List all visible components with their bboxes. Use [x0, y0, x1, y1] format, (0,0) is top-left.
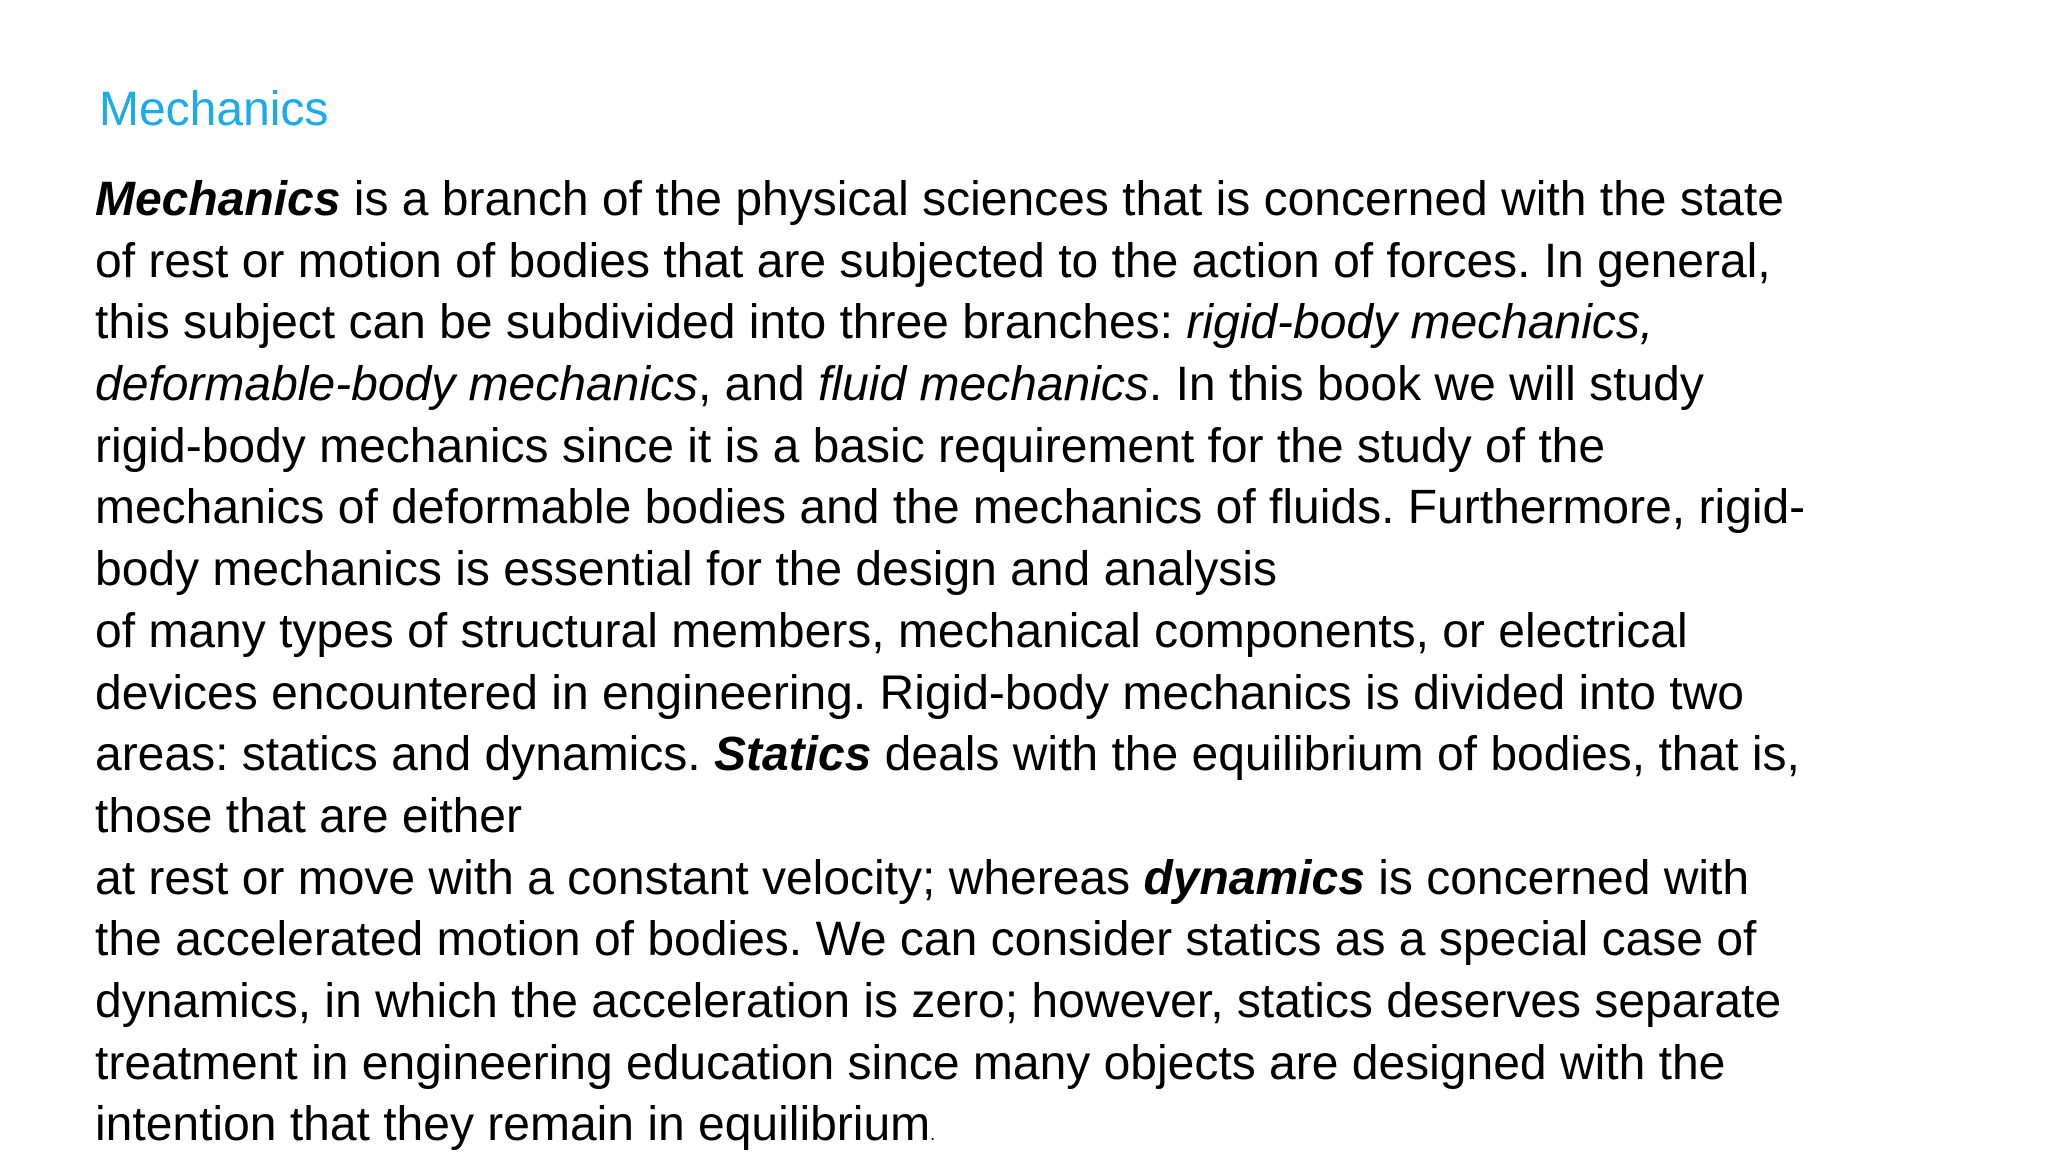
term-dynamics: dynamics	[1143, 851, 1365, 905]
term-deformable-body-mechanics: deformable-body mechanics	[95, 358, 698, 412]
text-span: , and	[697, 358, 819, 412]
text-span: this subject can be subdivided into three branches:	[95, 296, 1187, 350]
text-span: is a branch of the physical sciences that is concerned with the state	[340, 173, 1784, 226]
trailing-period: .	[930, 1124, 936, 1145]
text-line-1	[95, 169, 1805, 231]
text-span: of rest or motion of bodies that are subjected to the action of forces. In general,	[95, 234, 1771, 288]
text-line-2	[95, 231, 1805, 293]
text-span: at rest or move with a constant velocity; whereas	[95, 851, 1144, 905]
term-fluid-mechanics: fluid mechanics	[818, 358, 1149, 412]
text-span: deals with the equilibrium of bodies, that is,	[871, 728, 1800, 782]
text-span: rigid-body mechanics since it is a basic requirement for the study of the	[95, 419, 1606, 473]
text-span: treatment in engineering education since many objects are designed with the	[95, 1036, 1726, 1090]
text-line-9	[95, 663, 1805, 725]
text-span: mechanics of deformable bodies and the mechanics of fluids. Furthermore, rigid-	[95, 481, 1806, 535]
text-line-13	[95, 909, 1805, 971]
term-statics: Statics	[713, 728, 872, 782]
text-span: devices encountered in engineering. Rigid-body mechanics is divided into two	[95, 666, 1744, 720]
text-line-10	[95, 724, 1805, 786]
text-line-12	[95, 848, 1805, 910]
term-mechanics: Mechanics	[95, 173, 341, 226]
text-span: dynamics, in which the acceleration is zero; however, statics deserves separate	[95, 974, 1782, 1028]
slide-title: Mechanics	[99, 83, 329, 136]
text-line-16	[95, 1094, 1805, 1156]
text-span: body mechanics is essential for the design and analysis	[95, 543, 1277, 597]
text-span: areas: statics and dynamics.	[95, 728, 714, 782]
text-line-11	[95, 786, 1805, 848]
text-span: is concerned with	[1364, 851, 1750, 905]
text-line-6	[95, 477, 1805, 539]
text-span: the accelerated motion of bodies. We can consider statics as a special case of	[95, 913, 1757, 967]
text-span: of many types of structural members, mechanical components, or electrical	[95, 604, 1688, 658]
text-span: . In this book we will study	[1148, 358, 1704, 412]
term-rigid-body-mechanics: rigid-body mechanics,	[1186, 296, 1654, 350]
text-line-15	[95, 1033, 1805, 1095]
body-paragraph	[95, 169, 1805, 1156]
text-span: those that are either	[95, 789, 522, 843]
text-line-14	[95, 971, 1805, 1033]
text-line-7	[95, 539, 1805, 601]
text-line-8	[95, 601, 1805, 663]
text-line-5	[95, 416, 1805, 478]
text-line-4	[95, 354, 1805, 416]
text-span: intention that they remain in equilibrium	[95, 1098, 931, 1152]
text-line-3	[95, 292, 1805, 354]
